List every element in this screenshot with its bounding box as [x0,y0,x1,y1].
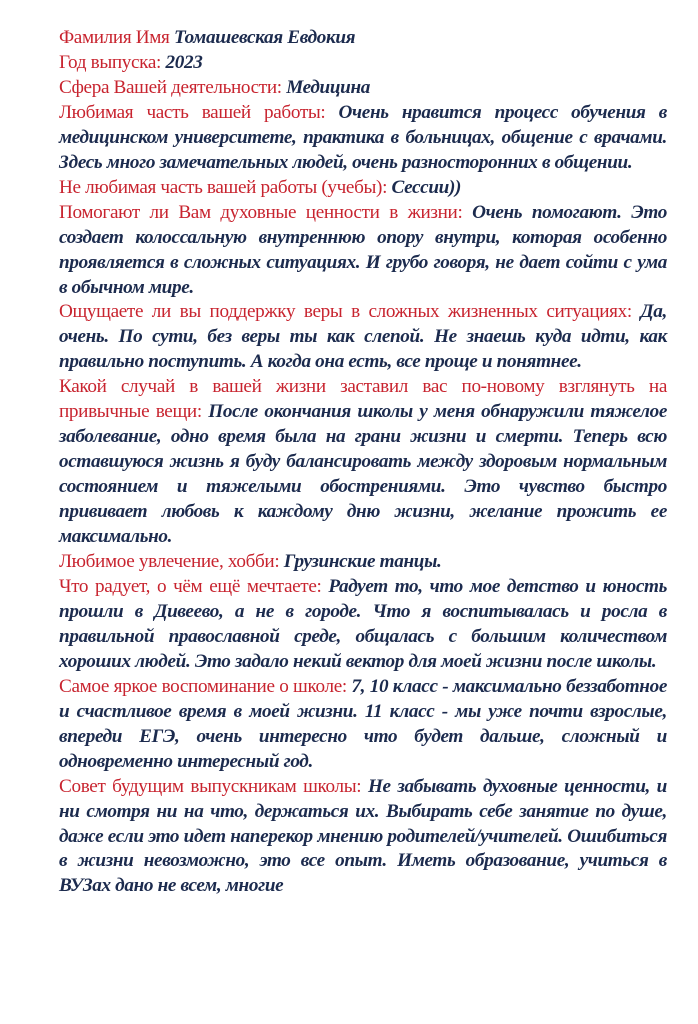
question-label: Не любимая часть вашей работы (учебы): [59,176,392,198]
answer-text: Не забывать духовные ценности, и ни смотря ни на что, держаться их. Выбирать себе занятие по душе, даже если это идет наперекор мнению родителей/учителей. Ошибиться в жизни невозможно, это все опыт. Иметь образование, учиться в ВУЗах дано не всем, многие [59,775,667,897]
question-label: Фамилия Имя [59,27,174,48]
question-label: Ощущаете ли вы поддержку веры в сложных жизненных ситуациях: [59,301,641,323]
entry-joys-and-dreams [59,575,667,675]
entry-graduation-year [59,51,667,76]
entry-advice-to-graduates [59,775,667,900]
answer-text: Томашевская Евдокия [173,27,356,48]
entry-faith-support [59,300,667,375]
entry-least-favorite-part [59,176,667,201]
answer-text: Очень нравится процесс обучения в медицинском университете, практика в больницах, общение с врачами. Здесь много замечательных людей, очень разносторонних в общении. [59,101,667,173]
question-label: Что радует, о чём ещё мечтаете: [59,575,329,597]
entry-life-changing-event [59,375,667,550]
question-label: Любимое увлечение, хобби: [59,551,284,573]
question-label: Совет будущим выпускникам школы: [59,775,368,797]
answer-text: Да, очень. По сути, без веры ты как слепой. Не знаешь куда идти, как правильно поступить. А когда она есть, все проще и понятнее. [59,301,667,373]
question-label: Какой случай в вашей жизни заставил вас по-новому взглянуть на привычные вещи: [59,376,667,423]
answer-text: После окончания школы у меня обнаружили тяжелое заболевание, одно время была на грани жизни и смерти. Теперь всю оставшуюся жизнь я буду балансировать между здоровым нормальным состоянием и тяжелыми обострениями. Это чувство быстро прививает любовь к каждому дню жизни, желание прожить ее максимально. [59,401,667,548]
answer-text: 2023 [165,51,203,73]
answer-text: Сессии)) [391,176,462,198]
answer-text: Очень помогают. Это создает колоссальную внутреннюю опору внутри, которая особенно проявляется в сложных ситуациях. И грубо говоря, не дает сойти с ума в обычном мире. [59,201,667,298]
entry-school-memory [59,675,667,775]
question-label: Сфера Вашей деятельности: [59,76,287,98]
question-label: Помогают ли Вам духовные ценности в жизни: [59,201,473,223]
entry-spiritual-values [59,201,667,301]
entry-hobby [59,550,667,575]
entry-name [59,26,667,51]
questionnaire-document [59,26,667,899]
entry-field-of-activity [59,76,667,101]
answer-text: 7, 10 класс - максимально беззаботное и счастливое время в моей жизни. 11 класс - мы уже почти взрослые, впереди ЕГЭ, очень интересно что будет дальше, сложный и одновременно интересный год. [59,675,667,772]
question-label: Любимая часть вашей работы: [59,101,339,123]
question-label: Год выпуска: [59,51,166,73]
entry-favorite-part [59,101,667,176]
question-label: Самое яркое воспоминание о школе: [59,675,352,697]
answer-text: Медицина [286,76,371,98]
answer-text: Радует то, что мое детство и юность прошли в Дивеево, а не в городе. Что я воспитывалась и росла в правильной православной среде, общалась с большим количеством хороших людей. Это задало некий вектор для моей жизни после школы. [59,575,668,672]
answer-text: Грузинские танцы. [283,551,442,573]
